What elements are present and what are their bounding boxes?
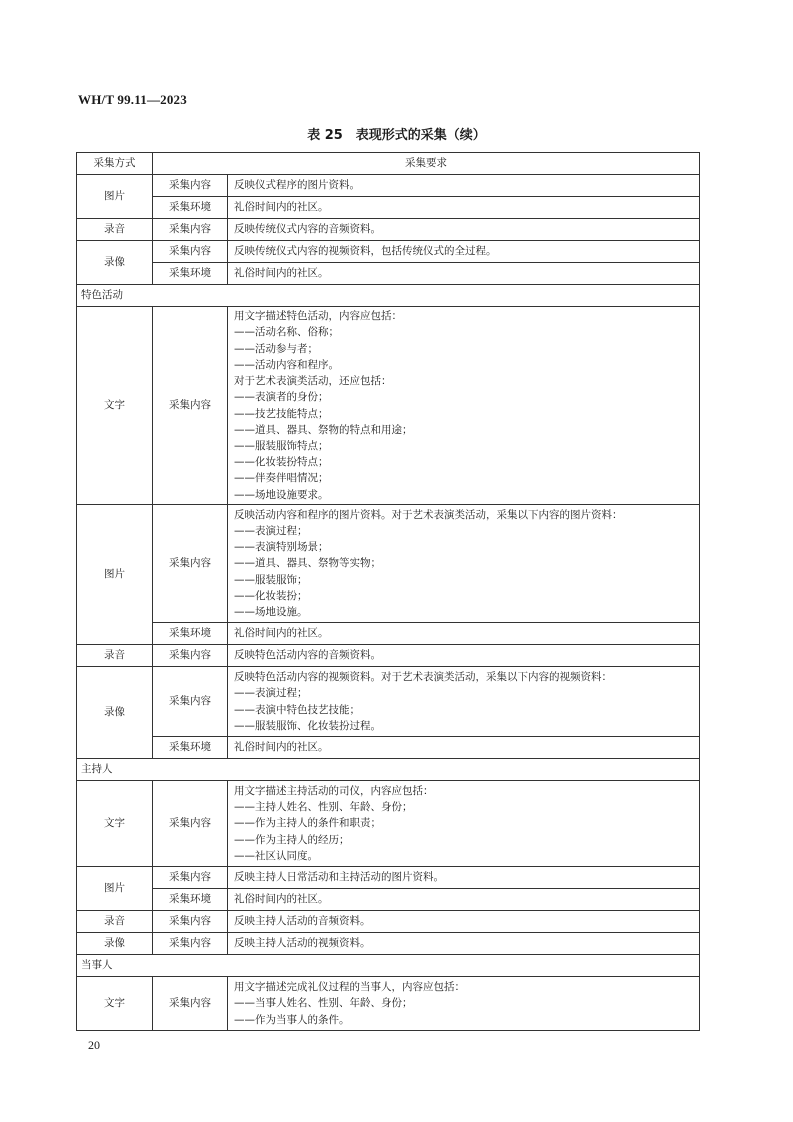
requirement-cell: 反映活动内容和程序的图片资料。对于艺术表演类活动，采集以下内容的图片资料： ——表演过程； ——表演特别场景； ——道具、器具、祭物等实物； ——服装服饰； ——化妆装扮； ——场地设施。 <box>228 505 700 623</box>
table-row <box>77 645 700 667</box>
section-heading: 特色活动 <box>77 285 700 307</box>
section-row <box>77 285 700 307</box>
type-cell: 采集环境 <box>153 889 228 911</box>
table-title: 表 25 表现形式的采集（续） <box>307 128 486 143</box>
requirement-cell: 反映传统仪式内容的音频资料。 <box>228 219 700 241</box>
requirement-cell: 礼俗时间内的社区。 <box>228 197 700 219</box>
requirement-cell: 反映主持人活动的音频资料。 <box>228 911 700 933</box>
type-cell: 采集内容 <box>153 911 228 933</box>
method-cell: 文字 <box>77 307 153 505</box>
method-cell: 录像 <box>77 933 153 955</box>
requirement-cell: 反映仪式程序的图片资料。 <box>228 175 700 197</box>
standard-code: WH/T 99.11—2023 <box>78 92 187 107</box>
method-cell: 图片 <box>77 867 153 911</box>
table-row <box>77 667 700 737</box>
requirement-cell: 礼俗时间内的社区。 <box>228 737 700 759</box>
table-row <box>77 867 700 889</box>
type-cell: 采集内容 <box>153 933 228 955</box>
method-cell: 录音 <box>77 645 153 667</box>
type-cell: 采集环境 <box>153 197 228 219</box>
requirement-cell: 用文字描述完成礼仪过程的当事人，内容应包括： ——当事人姓名、性别、年龄、身份； ——作为当事人的条件。 <box>228 977 700 1031</box>
requirement-cell: 礼俗时间内的社区。 <box>228 623 700 645</box>
table-row <box>77 623 700 645</box>
type-cell: 采集内容 <box>153 175 228 197</box>
type-cell: 采集内容 <box>153 241 228 263</box>
requirement-cell: 用文字描述主持活动的司仪，内容应包括： ——主持人姓名、性别、年龄、身份； ——作为主持人的条件和职责； ——作为主持人的经历； ——社区认同度。 <box>228 781 700 867</box>
type-cell: 采集内容 <box>153 645 228 667</box>
type-cell: 采集内容 <box>153 867 228 889</box>
table-row <box>77 933 700 955</box>
table-row <box>77 263 700 285</box>
method-cell: 录像 <box>77 667 153 759</box>
method-cell: 图片 <box>77 505 153 645</box>
header-method: 采集方式 <box>77 153 153 175</box>
collection-requirements-table <box>76 152 700 1031</box>
page-number: 20 <box>88 1038 100 1052</box>
type-cell: 采集环境 <box>153 623 228 645</box>
table-row <box>77 197 700 219</box>
table-row <box>77 175 700 197</box>
table-row <box>77 307 700 505</box>
method-cell: 录音 <box>77 219 153 241</box>
method-cell: 录像 <box>77 241 153 285</box>
requirement-cell: 用文字描述特色活动，内容应包括： ——活动名称、俗称； ——活动参与者； ——活动内容和程序。 对于艺术表演类活动，还应包括： ——表演者的身份； ——技艺技能特点； ——道具、器具、祭物的特点和用途； ——服装服饰特点； ——化妆装扮特点； ——伴奏伴唱情况； ——场地设施要求。 <box>228 307 700 505</box>
type-cell: 采集内容 <box>153 505 228 623</box>
table-row <box>77 219 700 241</box>
header-requirement: 采集要求 <box>153 153 700 175</box>
type-cell: 采集内容 <box>153 781 228 867</box>
requirement-cell: 反映传统仪式内容的视频资料，包括传统仪式的全过程。 <box>228 241 700 263</box>
requirement-cell: 礼俗时间内的社区。 <box>228 263 700 285</box>
type-cell: 采集环境 <box>153 263 228 285</box>
type-cell: 采集环境 <box>153 737 228 759</box>
table-row <box>77 737 700 759</box>
table-row <box>77 977 700 1031</box>
requirement-cell: 礼俗时间内的社区。 <box>228 889 700 911</box>
method-cell: 文字 <box>77 781 153 867</box>
type-cell: 采集内容 <box>153 307 228 505</box>
table-row <box>77 911 700 933</box>
type-cell: 采集内容 <box>153 667 228 737</box>
requirement-cell: 反映主持人日常活动和主持活动的图片资料。 <box>228 867 700 889</box>
type-cell: 采集内容 <box>153 219 228 241</box>
method-cell: 录音 <box>77 911 153 933</box>
type-cell: 采集内容 <box>153 977 228 1031</box>
requirement-cell: 反映主持人活动的视频资料。 <box>228 933 700 955</box>
method-cell: 文字 <box>77 977 153 1031</box>
table-row <box>77 781 700 867</box>
table-header-row <box>77 153 700 175</box>
section-heading: 当事人 <box>77 955 700 977</box>
table-row <box>77 889 700 911</box>
section-heading: 主持人 <box>77 759 700 781</box>
table-row <box>77 505 700 623</box>
section-row <box>77 759 700 781</box>
section-row <box>77 955 700 977</box>
requirement-cell: 反映特色活动内容的视频资料。对于艺术表演类活动，采集以下内容的视频资料： ——表演过程； ——表演中特色技艺技能； ——服装服饰、化妆装扮过程。 <box>228 667 700 737</box>
table-row <box>77 241 700 263</box>
method-cell: 图片 <box>77 175 153 219</box>
requirement-cell: 反映特色活动内容的音频资料。 <box>228 645 700 667</box>
